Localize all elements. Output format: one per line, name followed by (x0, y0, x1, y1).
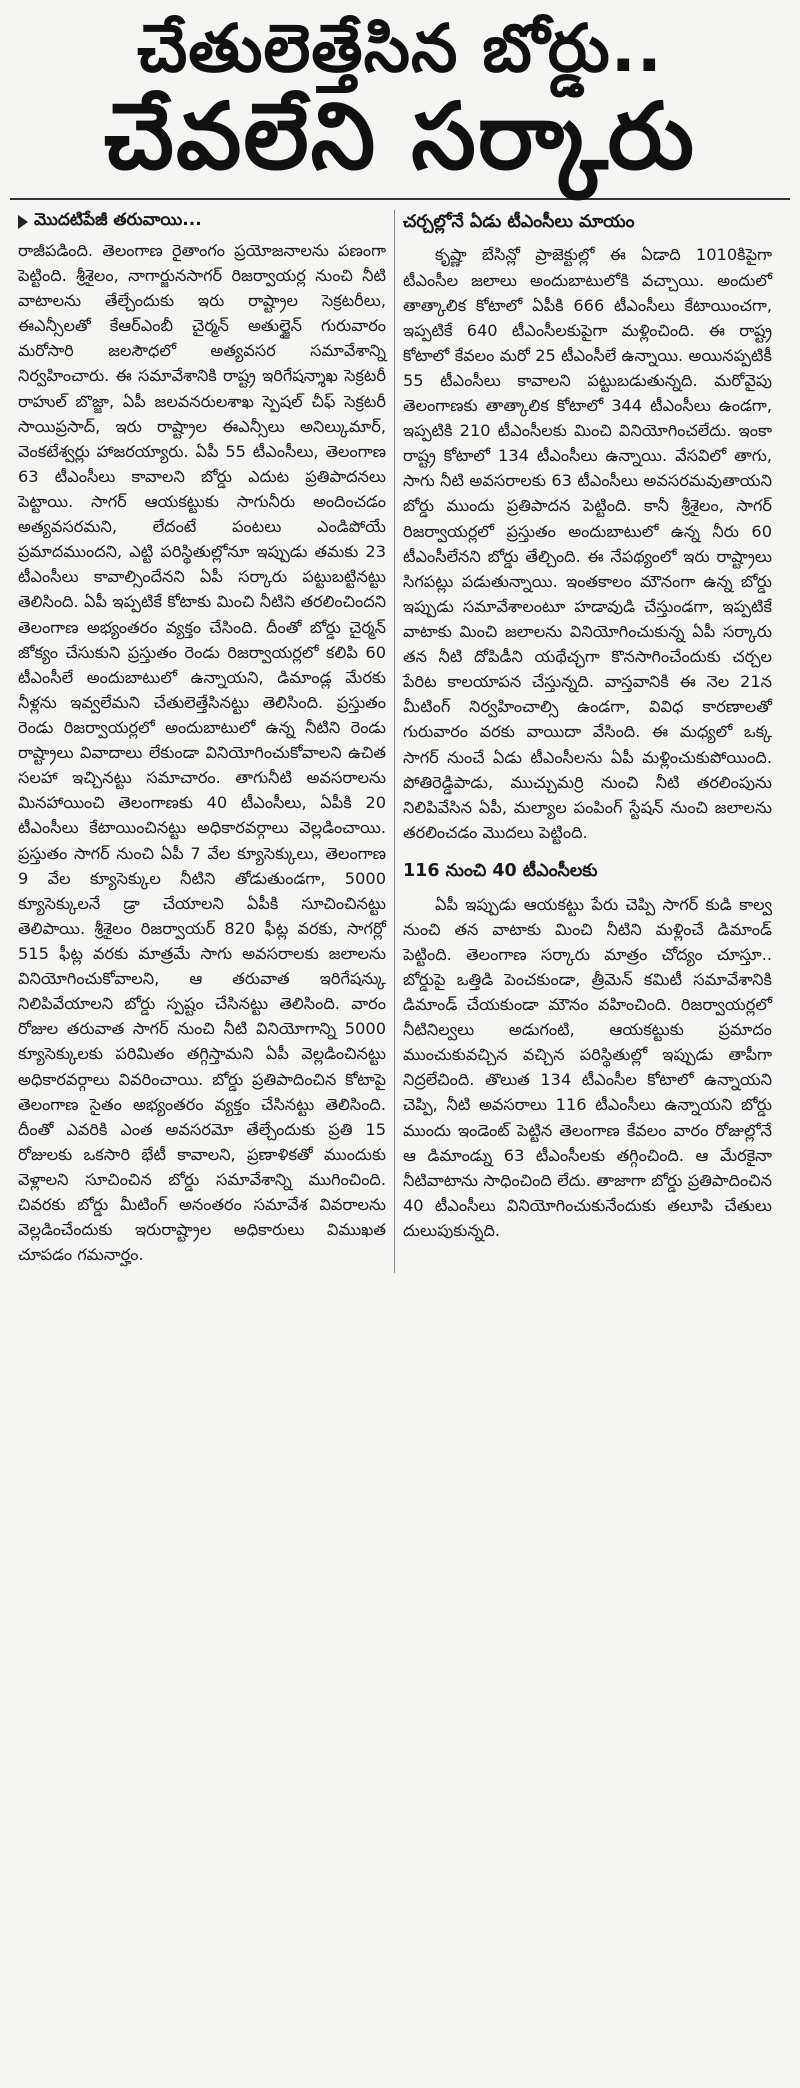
kicker-text: మొదటిపేజీ తరువాయి... (34, 209, 202, 230)
left-body-text: రాజీపడింది. తెలంగాణ రైతాంగం ప్రయోజనాలను పణంగా పెట్టింది. శ్రీశైలం, నాగార్జునసాగర్ రిజర్వాయర్ల నుంచి నీటి వాటాలను తేల్చేందుకు ఇరు రాష్ట్రాల సెక్రటరీలు, ఈఎన్సీలతో కేఆర్ఎంబీ చైర్మన్ అతుల్జైన్ గురువారం మరోసారి జలసౌధలో అత్యవసర సమావేశాన్ని నిర్వహించారు. ఈ సమావేశానికి రాష్ట్ర ఇరిగేషన్శాఖ సెక్రటరీ రాహుల్ బొజ్జా, ఏపీ జలవనరులశాఖ స్పెషల్ చీఫ్ సెక్రటరీ సాయిప్రసాద్, ఇరు రాష్ట్రాల ఈఎన్సీలు అనిల్కుమార్, వెంకటేశ్వర్లు హాజరయ్యారు. ఏపీ 55 టీఎంసీలు, తెలంగాణ 63 టీఎంసీలు కావాలని బోర్డు ఎదుట ప్రతిపాదనలు పెట్టాయి. సాగర్ ఆయకట్టుకు సాగునీరు అందించడం అత్యవసరమని, లేదంటే పంటలు ఎండిపోయే ప్రమాదముందని, ఎట్టి పరిస్థితుల్లోనూ ఇప్పుడు తమకు 23 టీఎంసీలు కావాల్సిందేనని ఏపీ సర్కారు పట్టుబట్టినట్టు తెలిసింది. ఏపీ ఇప్పటికే కోటాకు మించి నీటిని తరలించిందని తెలంగాణ అభ్యంతరం వ్యక్తం చేసింది. దీంతో బోర్డు చైర్మన్ జోక్యం చేసుకుని ప్రస్తుతం రెండు రిజర్వాయర్లలో కలిపి 60 టీఎంసీలే అందుబాటులో ఉన్నాయని, డిమాండ్ల మేరకు నీళ్లను ఇవ్వలేమని చేతులెత్తేసినట్టు తెలిసింది. ప్రస్తుతం రెండు రిజర్వాయర్లలో అందుబాటులో ఉన్న నీటిని రెండు రాష్ట్రాలు వివాదాలు లేకుండా వినియోగించుకోవాలని ఉచిత సలహా ఇచ్చినట్టు సమాచారం. తాగునీటి అవసరాలను మినహాయించి తెలంగాణకు 40 టీఎంసీలు, ఏపీకి 20 టీఎంసీలు కేటాయించినట్టు అధికారవర్గాలు వెల్లడించాయి. ప్రస్తుతం సాగర్ నుంచి ఏపీ 7 వేల క్యూసెక్కులు, తెలంగాణ 9 వేల క్యూసెక్కుల నీటిని తోడుతుండగా, 5000 క్యూసెక్కులనే డ్రా చేయాలని ఏపీకి సూచించినట్టు తెలిపాయి. శ్రీశైలం రిజర్వాయర్ 820 ఫీట్ల వరకు, సాగర్లో 515 ఫీట్ల వరకు మాత్రమే సాగు అవసరాలకు జలాలను వినియోగించుకోవాలని, ఆ తరువాత ఇరిగేషన్కు నిలిపివేయాలని బోర్డు స్పష్టం చేసినట్టు తెలిసింది. వారం రోజుల తరువాత సాగర్ నుంచి నీటి వినియోగాన్ని 5000 క్యూసెక్కులకు పరిమితం తగ్గిస్తామని ఏపీ వెల్లడించినట్టు అధికారవర్గాలు వివరించాయి. బోర్డు ప్రతిపాదించిన కోటాపై తెలంగాణ సైతం అభ్యంతరం వ్యక్తం చేసినట్టు తెలిసింది. దీంతో ఎవరికి ఎంత అవసరమో తేల్చేందుకు ప్రతి 15 రోజులకు ఒకసారి భేటీ కావాలని, ప్రణాళికతో ముందుకు వెళ్లాలని సూచించిన బోర్డు సమావేశాన్ని ముగించింది. చివరకు బోర్డు మీటింగ్ అనంతరం సమావేశ వివరాలను వెల్లడించేందుకు ఇరురాష్ట్రాల అధికారులు విముఖత చూపడం గమనార్హం. (18, 240, 386, 1265)
right-body-text-2: ఏపీ ఇప్పుడు ఆయకట్టు పేరు చెప్పి సాగర్ కుడి కాల్వ నుంచి తన వాటాకు మించి నీటిని మళ్లించే డిమాండ్ పెట్టింది. తెలంగాణ సర్కారు మాత్రం చోద్యం చూస్తూ.. బోర్డుపై ఒత్తిడి పెంచకుండా, త్రీమెన్ కమిటీ సమావేశానికి డిమాండ్ చేయకుండా మౌనం వహించింది. రిజర్వాయర్లలో నీటినిల్వలు అడుగంటి, ఆయకట్టుకు ప్రమాదం ముంచుకువచ్చిన వచ్చిన పరిస్థితుల్లో ఇప్పుడు తాపీగా నిద్రలేచింది. తొలుత 134 టీఎంసీల కోటాలో ఉన్నాయని చెప్పి, నీటి అవసరాలు 116 టీఎంసీలు ఉన్నాయని బోర్డు ముందు ఇండెంట్ పెట్టిన తెలంగాణ కేవలం వారం రోజుల్లోనే ఆ డిమాండ్ను 63 టీఎంసీలకు తగ్గించింది. ఆ మేరకైనా నీటివాటాను సాధించింది లేదు. తాజాగా బోర్డు ప్రతిపాదించిన 40 టీఎంసీలు వినియోగించుకునేందుకు తలూపి చేతులు దులుపుకున్నది. (403, 894, 772, 1240)
article-columns (10, 210, 790, 1273)
subheading-seven-tmc: చర్చల్లోనే ఏడు టీఎంసీలు మాయం (403, 211, 635, 232)
left-column (10, 210, 395, 1273)
triangle-bullet-icon (18, 215, 28, 229)
headline-divider (10, 198, 790, 200)
headline-line-2: చేవలేని సర్కారు (104, 83, 696, 191)
right-column (395, 210, 780, 1273)
subheading-116-to-40: 116 నుంచి 40 టీఎంసీలకు (403, 861, 598, 882)
right-body-text-1: కృష్ణా బేసిన్లో ప్రాజెక్టుల్లో ఈ ఏడాది 1010కిపైగా టీఎంసీల జలాలు అందుబాటులోకి వచ్చాయి. అందులో తాత్కాలిక కోటాలో ఏపీకి 666 టీఎంసీలు కేటాయించగా, ఇప్పటికే 640 టీఎంసీలకుపైగా మళ్లించింది. ఈ రాష్ట్ర కోటాలో కేవలం మరో 25 టీఎంసీలే ఉన్నాయి. అయినప్పటికీ 55 టీఎంసీలు కావాలని పట్టుబడుతున్నది. మరోవైపు తెలంగాణకు తాత్కాలిక కోటాలో 344 టీఎంసీలు ఉండగా, ఇప్పటికి 210 టీఎంసీలకు మించి వినియోగించలేదు. ఇంకా రాష్ట్ర కోటాలో 134 టీఎంసీలు ఉన్నాయి. వేసవిలో తాగు, సాగు నీటి అవసరాలకు 63 టీఎంసీలు అవసరమవుతాయని బోర్డు ముందు ప్రతిపాదన పెట్టింది. కానీ శ్రీశైలం, సాగర్ రిజర్వాయర్లలో ప్రస్తుతం అందుబాటులో ఉన్న నీరు 60 టీఎంసీలేనని బోర్డు తేల్చింది. ఈ నేపథ్యంలో ఇరు రాష్ట్రాలు సిగపట్లు పడుతున్నాయి. ఇంతకాలం మౌనంగా ఉన్న బోర్డు ఇప్పుడు సమావేశాలంటూ హడావుడి చేస్తుండగా, ఇప్పటికే వాటాకు మించి జలాలను వినియోగించుకున్న ఏపీ సర్కారు తన నీటి దోపిడీని యథేచ్ఛగా కొనసాగించేందుకు చర్చల పేరిట కాలయాపన చేస్తున్నది. వాస్తవానికి ఈ నెల 21న మీటింగ్ నిర్వహించాల్సి ఉండగా, వివిధ కారణాలతో గురువారం వరకు వాయిదా వేసింది. ఈ మధ్యలో ఒక్క సాగర్ నుంచే ఏడు టీఎంసీలను ఏపీ మళ్లించుకుపోయింది. పోతిరెడ్డిపాడు, ముచ్చుమర్రి నుంచి నీటి తరలింపును నిలిపివేసిన ఏపీ, మల్యాల పంపింగ్ స్టేషన్ నుంచి జలాలను తరలించడం మొదలు పెట్టింది. (403, 245, 772, 842)
continued-kicker (18, 210, 386, 234)
headline-line-1: చేతులెత్తేసిన బోర్డు.. (137, 10, 663, 87)
